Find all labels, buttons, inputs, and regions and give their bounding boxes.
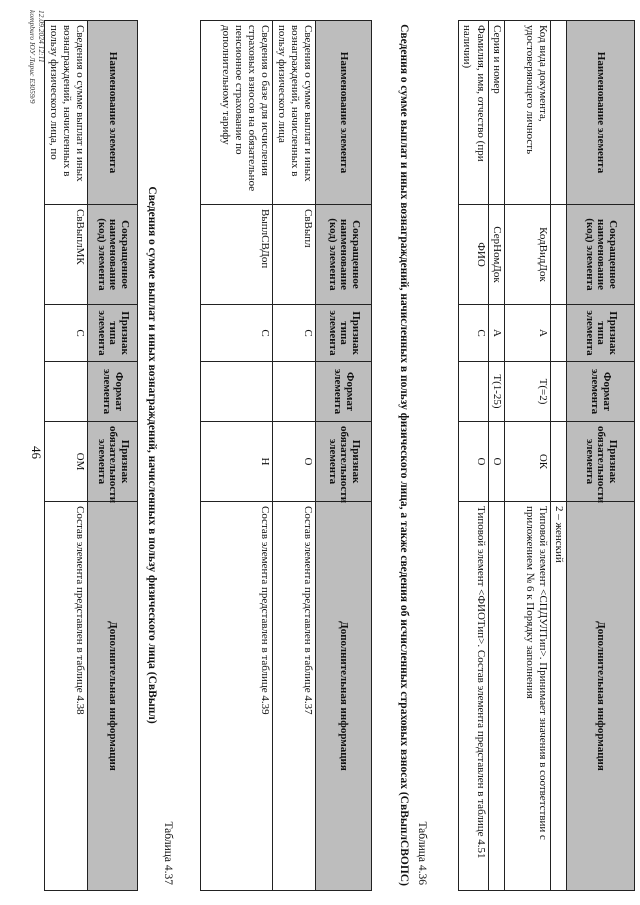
cell-info: Состав элемента представлен в таблице 4.37 <box>273 502 316 891</box>
cell-code: ВыплСВДоп <box>201 205 273 305</box>
cell-required: ОК <box>504 422 550 502</box>
table-header-row <box>88 21 138 891</box>
header-format: Формат элемента <box>88 362 138 422</box>
table-4-37-caption: Сведения о сумме выплат и иных вознаграждений, начисленных в пользу физического лица (СвВыпл) <box>146 186 158 724</box>
table-row <box>550 21 566 891</box>
header-required: Признак обязательности элемента <box>88 422 138 502</box>
table-row <box>201 21 273 891</box>
header-code: Сокращенное наименование (код) элемента <box>88 205 138 305</box>
cell-required: ОМ <box>45 422 88 502</box>
cell-name: Серия и номер <box>488 21 504 205</box>
header-code: Сокращенное наименование (код) элемента <box>567 205 635 305</box>
cell-code <box>550 205 566 305</box>
table-4-37 <box>44 20 138 891</box>
footer-stamp <box>27 10 46 103</box>
cell-required: О <box>273 422 316 502</box>
table-row <box>488 21 504 891</box>
cell-name: Фамилия, имя, отчество (при наличии) <box>459 21 488 205</box>
cell-required: Н <box>201 422 273 502</box>
cell-code: КодВидДок <box>504 205 550 305</box>
cell-name: Сведения о базе для исчисления страховых взносов на обязательное пенсионное страхование по дополнительному тарифу <box>201 21 273 205</box>
cell-info: Типовой элемент <ФИОТип>. Состав элемента представлен в таблице 4.51 <box>459 502 488 891</box>
header-name: Наименование элемента <box>567 21 635 205</box>
stamp-source: kompburo ЮУ Ларис ЕЗ059/9 <box>27 10 37 104</box>
header-type: Признак типа элемента <box>316 305 372 362</box>
cell-format <box>45 362 88 422</box>
cell-format <box>550 362 566 422</box>
header-type: Признак типа элемента <box>567 305 635 362</box>
header-name: Наименование элемента <box>316 21 372 205</box>
header-info: Дополнительная информация <box>88 502 138 891</box>
stamp-date: 12.09.2024 12:11 <box>37 10 46 63</box>
header-type: Признак типа элемента <box>88 305 138 362</box>
table-row <box>45 21 88 891</box>
cell-required: О <box>459 422 488 502</box>
cell-info <box>488 502 504 891</box>
table-4-36 <box>200 20 372 891</box>
cell-code: ФИО <box>459 205 488 305</box>
cell-type: А <box>488 305 504 362</box>
cell-name <box>550 21 566 205</box>
table-header-row <box>316 21 372 891</box>
header-required: Признак обязательности элемента <box>316 422 372 502</box>
cell-type: С <box>201 305 273 362</box>
table-row <box>273 21 316 891</box>
header-format: Формат элемента <box>316 362 372 422</box>
cell-type <box>550 305 566 362</box>
cell-format <box>273 362 316 422</box>
cell-info: 2 – женский <box>550 502 566 891</box>
cell-name: Сведения о сумме выплат и иных вознаграждений, начисленных в пользу физического лица, по <box>45 21 88 205</box>
table-4-36-caption: Сведения о сумме выплат и иных вознаграждений, начисленных в пользу физического лица, а также сведения об исчисленных страховых взносах (СвВыплСВОПС) <box>398 24 410 886</box>
cell-name: Код вида документа, удостоверяющего личность <box>504 21 550 205</box>
cell-code: СерНомДок <box>488 205 504 305</box>
table-4-37-label: Таблица 4.37 <box>162 821 174 885</box>
cell-type: С <box>45 305 88 362</box>
cell-format: T(1-25) <box>488 362 504 422</box>
cell-name: Сведения о сумме выплат и иных вознаграждений, начисленных в пользу физического лица <box>273 21 316 205</box>
page-number: 46 <box>29 446 44 459</box>
cell-type: А <box>504 305 550 362</box>
cell-info: Состав элемента представлен в таблице 4.39 <box>201 502 273 891</box>
header-name: Наименование элемента <box>88 21 138 205</box>
header-info: Дополнительная информация <box>316 502 372 891</box>
cell-format <box>459 362 488 422</box>
cell-required <box>550 422 566 502</box>
header-required: Признак обязательности элемента <box>567 422 635 502</box>
cell-code: СвВыплМК <box>45 205 88 305</box>
cell-format <box>201 362 273 422</box>
table-4-36-label: Таблица 4.36 <box>416 821 428 885</box>
header-info: Дополнительная информация <box>567 502 635 891</box>
cell-type: С <box>459 305 488 362</box>
table-row <box>459 21 488 891</box>
cell-info: Типовой элемент <СПДУЛТип>. Принимает значения в соответствии с приложением № 6 к Порядку заполнения <box>504 502 550 891</box>
header-code: Сокращенное наименование (код) элемента <box>316 205 372 305</box>
table-row <box>504 21 550 891</box>
cell-format: T(=2) <box>504 362 550 422</box>
cell-info: Состав элемента представлен в таблице 4.38 <box>45 502 88 891</box>
table-continuation <box>458 20 635 891</box>
cell-code: СвВыпл <box>273 205 316 305</box>
header-format: Формат элемента <box>567 362 635 422</box>
table-header-row <box>567 21 635 891</box>
cell-required: О <box>488 422 504 502</box>
cell-type: С <box>273 305 316 362</box>
